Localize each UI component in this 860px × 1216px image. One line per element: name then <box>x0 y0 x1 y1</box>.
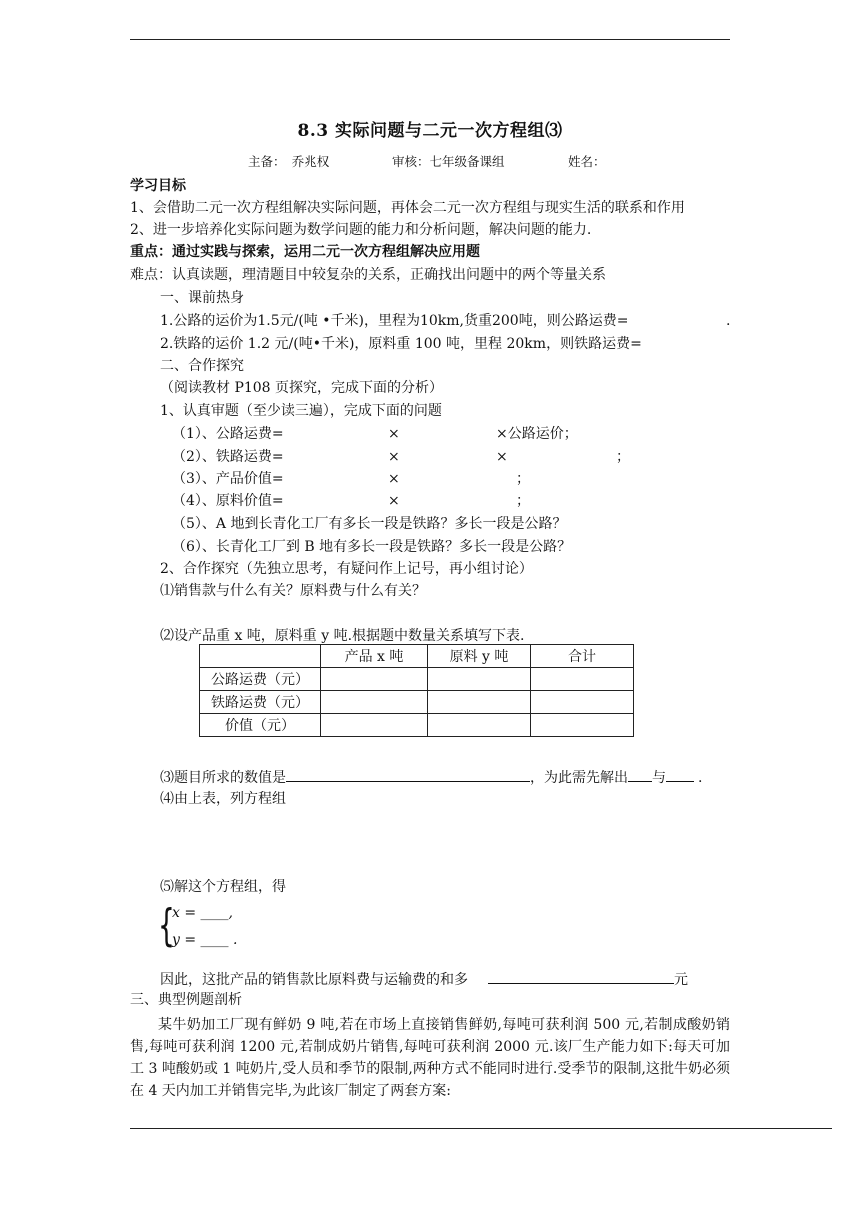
explore-note: （阅读教材 P108 页探究，完成下面的分析） <box>160 380 444 396</box>
objective-2: 2、进一步培养化实际问题为数学问题的能力和分析问题，解决问题的能力. <box>130 222 592 238</box>
sub-question-2: ⑵设产品重 x 吨，原料重 y 吨.根据题中数量关系填写下表. <box>160 628 525 644</box>
item-3-label: （3）、产品价值= <box>172 471 284 487</box>
item-2-label: （2）、铁路运费= <box>172 449 284 465</box>
solution-x: x = ____, <box>172 905 233 921</box>
equation-brace: { <box>158 900 175 951</box>
answer-blank[interactable] <box>488 968 674 984</box>
item-6: （6）、长青化工厂到 B 地有多长一段是铁路？多长一段是公路？ <box>172 539 572 555</box>
sub-question-3-text: ⑶题目所求的数值是 <box>160 770 286 786</box>
table-cell[interactable] <box>321 691 428 714</box>
reviewer-label: 审核：七年级备课组 <box>392 154 505 169</box>
table-header-cell: 产品 x 吨 <box>321 645 428 668</box>
item-1-times-2: ×公路运价； <box>496 426 578 442</box>
page-title: 8.3 实际问题与二元一次方程组⑶ <box>297 121 563 141</box>
answer-blank[interactable] <box>286 766 530 782</box>
sub-question-3-end: . <box>698 770 703 786</box>
item-2-times-1: × <box>388 449 400 465</box>
item-2-times-2: × <box>496 449 508 465</box>
explore-heading: 二、合作探究 <box>160 358 244 374</box>
warmup-heading: 一、课前热身 <box>160 290 244 306</box>
author-label: 主备： 乔兆权 <box>248 154 330 169</box>
table-cell[interactable] <box>531 668 634 691</box>
table-row <box>200 714 634 737</box>
table-header-cell: 原料 y 吨 <box>428 645 531 668</box>
warmup-q1: 1.公路的运价为1.5元/(吨 •千米)，里程为10km,货重200吨，则公路运费= <box>160 313 629 329</box>
footer-rule <box>130 1128 832 1129</box>
table-cell[interactable] <box>428 714 531 737</box>
table-cell[interactable] <box>428 691 531 714</box>
conclusion-unit: 元 <box>674 972 688 988</box>
warmup-q2: 2.铁路的运价 1.2 元/(吨•千米)，原料重 100 吨，里程 20km，则铁路运费= <box>160 336 642 352</box>
table-header-cell <box>200 645 321 668</box>
conclusion <box>160 968 688 990</box>
item-4-times-1: × <box>388 493 400 509</box>
explore-step2: 2、合作探究（先独立思考，有疑问作上记号，再小组讨论） <box>160 561 533 577</box>
table-row <box>200 668 634 691</box>
objectives-heading: 学习目标 <box>130 178 186 194</box>
item-1-times-1: × <box>388 426 400 442</box>
warmup-q1-end: . <box>726 313 731 329</box>
key-point: 重点：通过实践与探索，运用二元一次方程组解决应用题 <box>130 244 480 260</box>
solution-y: y = ____ . <box>172 932 238 948</box>
item-1-label: （1）、公路运费= <box>172 426 284 442</box>
conclusion-text: 因此，这批产品的销售款比原料费与运输费的和多 <box>160 972 468 988</box>
table-row <box>200 691 634 714</box>
item-3-times-1: × <box>388 471 400 487</box>
table-cell[interactable] <box>321 714 428 737</box>
table-row-label: 铁路运费（元） <box>200 691 321 714</box>
item-3-end: ； <box>516 471 530 487</box>
item-5: （5）、A 地到长青化工厂有多长一段是铁路？多长一段是公路？ <box>172 516 567 532</box>
item-4-label: （4）、原料价值= <box>172 493 284 509</box>
sub-question-3-mid: ，为此需先解出 <box>530 770 628 786</box>
item-4-end: ； <box>516 493 530 509</box>
sub-question-1: ⑴销售款与什么有关？原料费与什么有关？ <box>160 583 426 599</box>
item-2-end: ； <box>616 449 630 465</box>
name-label: 姓名： <box>568 154 606 169</box>
fill-in-table <box>199 644 634 737</box>
table-row-label: 价值（元） <box>200 714 321 737</box>
difficulty: 难点：认真读题，理清题目中较复杂的关系，正确找出问题中的两个等量关系 <box>130 267 606 283</box>
objective-1: 1、会借助二元一次方程组解决实际问题，再体会二元一次方程组与现实生活的联系和作用 <box>130 200 685 216</box>
sub-question-3 <box>160 766 702 788</box>
example-text: 某牛奶加工厂现有鲜奶 9 吨,若在市场上直接销售鲜奶,每吨可获利润 500 元,若制成酸奶销售,每吨可获利润 1200 元,若制成奶片销售,每吨可获利润 2000 元.该厂生产能力如下:每天可加工 3 吨酸奶或 1 吨奶片,受人员和季节的限制,两种方式不能同时进行.受季节的限制,这批牛奶必须在 4 天内加工并销售完毕,为此该厂制定了两套方案: <box>130 1017 730 1099</box>
table-cell[interactable] <box>531 691 634 714</box>
answer-blank[interactable] <box>666 766 694 782</box>
table-cell[interactable] <box>531 714 634 737</box>
header-rule <box>130 39 730 40</box>
sub-question-3-and: 与 <box>652 770 666 786</box>
sub-question-5: ⑸解这个方程组，得 <box>160 879 286 895</box>
table-cell[interactable] <box>321 668 428 691</box>
table-header-cell: 合计 <box>531 645 634 668</box>
explore-step1: 1、认真审题（至少读三遍），完成下面的问题 <box>160 403 442 419</box>
table-cell[interactable] <box>428 668 531 691</box>
example-heading: 三、典型例题剖析 <box>130 992 242 1008</box>
answer-blank[interactable] <box>628 766 652 782</box>
table-header-row <box>200 645 634 668</box>
table-row-label: 公路运费（元） <box>200 668 321 691</box>
sub-question-4: ⑷由上表，列方程组 <box>160 791 286 807</box>
